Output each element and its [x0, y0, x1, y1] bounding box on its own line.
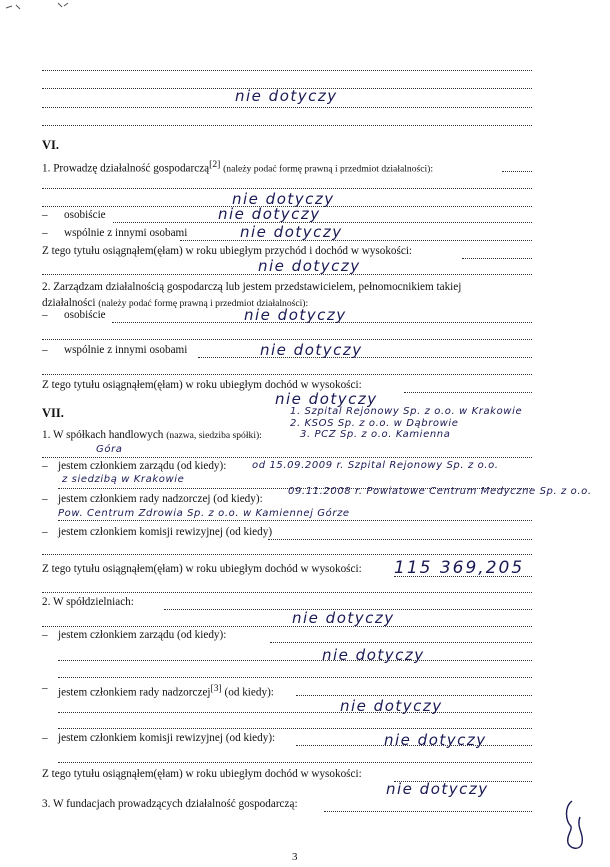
vii-2-zarzad-label: jestem członkiem zarządu (od kiedy):: [58, 629, 227, 641]
vii-2-rewizyjna-dash: –: [42, 732, 48, 744]
vii-1-income-amount: 115 369,205: [394, 558, 525, 578]
vi-2-osobiscie-handwriting: nie dotyczy: [244, 306, 347, 324]
vii-item-3-label: 3. W fundacjach prowadzących działalność gospodarczą:: [42, 798, 298, 810]
section-vi-heading: VI.: [42, 138, 60, 152]
vi-2-wspolnie-label: wspólnie z innymi osobami: [64, 344, 188, 356]
vii-2-income-label: Z tego tytułu osiągnąłem(ęłam) w roku ubiegłym dochód w wysokości:: [42, 768, 362, 780]
vii-2-handwriting: nie dotyczy: [292, 609, 395, 627]
vi-2-income-label: Z tego tytułu osiągnąłem(ęłam) w roku ubiegłym dochód w wysokości:: [42, 379, 362, 391]
vii-2-nadzorcza-label: jestem członkiem rady nadzorczej[3] (od kiedy):: [58, 683, 274, 699]
page-number: 3: [292, 851, 298, 863]
vii-2-nadzorcza-handwriting: nie dotyczy: [340, 697, 443, 715]
vi-2-income-line: [404, 391, 532, 393]
vi-2-wspolnie-handwriting: nie dotyczy: [260, 341, 363, 359]
vii-item-2-label: 2. W spółdzielniach:: [42, 596, 134, 608]
vi-wspolnie-dash: –: [42, 227, 48, 239]
vii-nadzorcza-line: [58, 519, 532, 521]
vi-1-income-line: [462, 257, 532, 259]
vi-1-line-a: [502, 170, 532, 172]
vi-2-wspolnie-dash: –: [42, 344, 48, 356]
vi-2-income-handwriting: nie dotyczy: [275, 390, 378, 408]
vii-2-zarzad-dash: –: [42, 629, 48, 641]
handwriting-top: nie dotyczy: [235, 87, 338, 105]
vi-item-2-label-line1: 2. Zarządzam działalnością gospodarczą lub jestem przedstawicielem, pełnomocnikiem takiej: [42, 281, 462, 293]
vii-zarzad-handwriting-2: z siedzibą w Krakowie: [62, 474, 185, 485]
vi-osobiscie-handwriting: nie dotyczy: [218, 205, 321, 223]
vii-zarzad-dash: –: [42, 460, 48, 472]
vii-2-rewizyjna-handwriting: nie dotyczy: [384, 731, 487, 749]
vii-nadzorcza-dash: –: [42, 493, 48, 505]
vii-2-nadzorcza-line: [296, 694, 532, 696]
vi-1-line-b: [42, 187, 532, 189]
vii-2-nadzorcza-dash: –: [42, 682, 48, 694]
line-top-4: [42, 124, 532, 126]
vii-1-line-b: [42, 456, 532, 458]
vii-2-rewizyjna-line-2: [58, 761, 532, 763]
vii-rewizyjna-line: [268, 538, 532, 540]
vi-item-1-label: 1. Prowadzę działalność gospodarczą[2] (należy podać formę prawną i przedmiot działalności):: [42, 159, 434, 175]
vii-top-note-2: 2. KSOS Sp. z o.o. w Dąbrowie: [290, 418, 459, 429]
vii-2-income-handwriting: nie dotyczy: [386, 780, 489, 798]
vii-2-rewizyjna-label: jestem członkiem komisji rewizyjnej (od kiedy):: [58, 732, 276, 744]
vi-2-wspolnie-line: [198, 356, 532, 358]
initials-scribble-icon: [560, 795, 600, 855]
vi-1-handwriting: nie dotyczy: [232, 190, 335, 208]
line-top-1: [42, 69, 532, 71]
vi-2-wspolnie-line-2: [42, 373, 532, 375]
vii-1-handwriting-line2: Góra: [96, 444, 123, 455]
vi-osobiscie-dash: –: [42, 209, 48, 221]
vi-wspolnie-line: [180, 239, 532, 241]
vii-nadzorcza-handwriting-2: Pow. Centrum Zdrowia Sp. z o.o. w Kamiennej Górze: [58, 508, 350, 519]
vii-rewizyjna-dash: –: [42, 526, 48, 538]
vii-2-zarzad-line: [270, 641, 532, 643]
vii-nadzorcza-handwriting-1: 09.11.2008 r. Powiatowe Centrum Medyczne Sp. z o.o.: [288, 486, 592, 497]
vii-2-zarzad-line-2: [58, 659, 532, 661]
vi-1-income-handwriting: nie dotyczy: [258, 257, 361, 275]
vi-osobiscie-label: osobiście: [64, 209, 106, 221]
vii-2-line-b: [42, 625, 532, 627]
vi-2-osobiscie-dash: –: [42, 309, 48, 321]
vii-1-handwriting-line1: 3. PCZ Sp. z o.o. Kamienna: [300, 429, 451, 440]
section-vii-heading: VII.: [42, 406, 64, 420]
vi-wspolnie-handwriting: nie dotyczy: [240, 223, 343, 241]
vii-3-line: [324, 810, 532, 812]
vii-rewizyjna-line-2: [42, 553, 532, 555]
vii-1-income-line-2: [42, 591, 532, 593]
vii-2-nadzorcza-line-3: [58, 727, 532, 729]
vi-wspolnie-label: wspólnie z innymi osobami: [64, 227, 188, 239]
vii-top-note-1: 1. Szpital Rejonowy Sp. z o.o. w Krakowie: [290, 406, 523, 417]
vi-2-osobiscie-line-2: [42, 338, 532, 340]
vii-rewizyjna-label: jestem członkiem komisji rewizyjnej (od kiedy): [58, 526, 273, 538]
line-top-3: [42, 106, 532, 108]
vi-1-income-label: Z tego tytułu osiągnąłem(ęłam) w roku ubiegłym przychód i dochód w wysokości:: [42, 245, 413, 257]
vii-zarzad-label: jestem członkiem zarządu (od kiedy):: [58, 460, 227, 472]
vi-2-osobiscie-label: osobiście: [64, 309, 106, 321]
corner-scratch-icon: [2, 0, 82, 14]
vii-zarzad-handwriting-1: od 15.09.2009 r. Szpital Rejonowy Sp. z o.o.: [252, 460, 499, 471]
vii-1-income-label: Z tego tytułu osiągnąłem(ęłam) w roku ubiegłym dochód w wysokości:: [42, 563, 362, 575]
vii-2-zarzad-handwriting: nie dotyczy: [322, 646, 425, 664]
vi-item-2-label-line2: działalności (należy podać formę prawną i przedmiot działalności):: [42, 297, 309, 309]
vii-2-nadzorcza-line-2: [58, 711, 532, 713]
vii-2-zarzad-line-3: [58, 676, 532, 678]
vii-nadzorcza-label: jestem członkiem rady nadzorczej (od kiedy):: [58, 493, 263, 505]
vii-item-1-label: 1. W spółkach handlowych (nazwa, siedziba spółki):: [42, 429, 262, 441]
